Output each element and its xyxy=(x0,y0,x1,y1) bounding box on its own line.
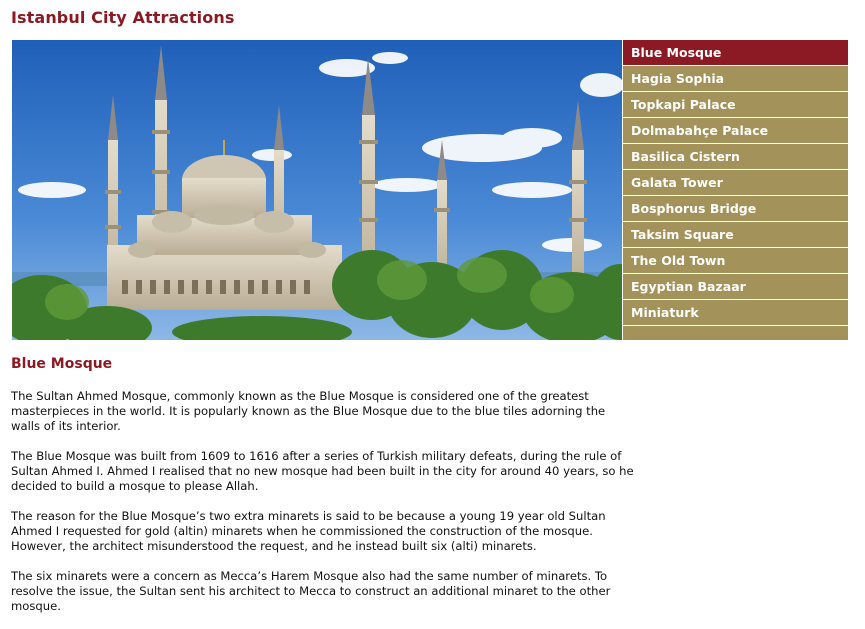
attractions-menu xyxy=(623,40,848,340)
article-paragraph: The six minarets were a concern as Mecca’s Harem Mosque also had the same number of minarets. To resolve the issue, the Sultan sent his architect to Mecca to construct an additional minaret to the other mosque. xyxy=(11,569,611,613)
article-paragraph: The Blue Mosque was built from 1609 to 1616 after a series of Turkish military defeats, during the rule of Sultan Ahmed I. Ahmed I realised that no new mosque had been built in the city for around 40 years, so he decided to build a mosque to please Allah. xyxy=(11,449,634,493)
article-body xyxy=(11,389,636,629)
hero-image-blue-mosque xyxy=(12,40,622,340)
menu-item-blue-mosque[interactable]: Blue Mosque xyxy=(623,40,848,66)
article-paragraph: The Sultan Ahmed Mosque, commonly known as the Blue Mosque is considered one of the greatest masterpieces in the world. It is popularly known as the Blue Mosque due to the blue tiles adorning the walls of its interior. xyxy=(11,389,606,433)
menu-item-the-old-town[interactable]: The Old Town xyxy=(623,248,848,274)
menu-item-topkapi-palace[interactable]: Topkapi Palace xyxy=(623,92,848,118)
menu-item-hagia-sophia[interactable]: Hagia Sophia xyxy=(623,66,848,92)
menu-item-galata-tower[interactable]: Galata Tower xyxy=(623,170,848,196)
menu-item-basilica-cistern[interactable]: Basilica Cistern xyxy=(623,144,848,170)
menu-item-dolmabahce-palace[interactable]: Dolmabahçe Palace xyxy=(623,118,848,144)
menu-item-egyptian-bazaar[interactable]: Egyptian Bazaar xyxy=(623,274,848,300)
page-title: Istanbul City Attractions xyxy=(11,8,235,27)
menu-item-miniaturk[interactable]: Miniaturk xyxy=(623,300,848,326)
menu-item-taksim-square[interactable]: Taksim Square xyxy=(623,222,848,248)
article-paragraph: The reason for the Blue Mosque’s two extra minarets is said to be because a young 19 year old Sultan Ahmed I requested for gold (altin) minarets when he commissioned the construction of the mosque. However, the architect misunderstood the request, and he instead built six (alti) minarets. xyxy=(11,509,606,553)
menu-item-bosphorus-bridge[interactable]: Bosphorus Bridge xyxy=(623,196,848,222)
article-title: Blue Mosque xyxy=(11,356,113,372)
